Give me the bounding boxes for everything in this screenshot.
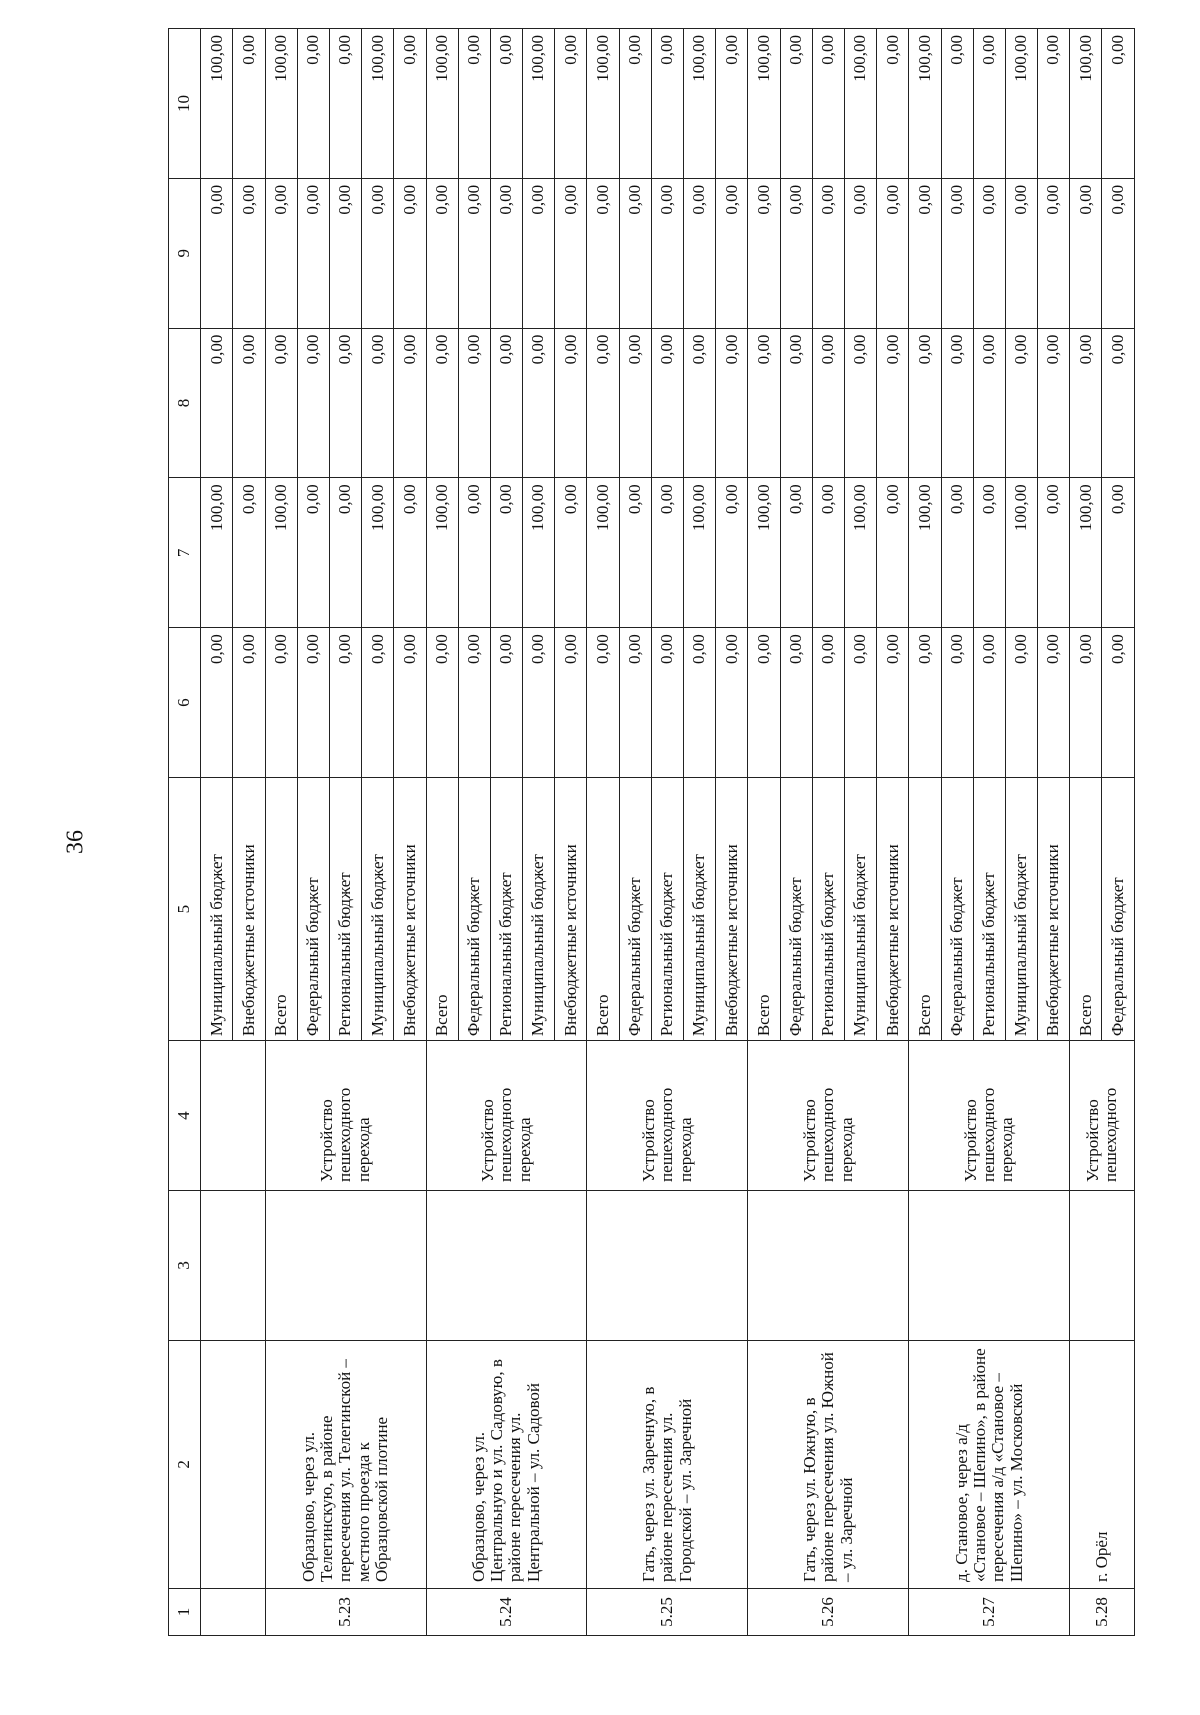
value-cell: 0,00: [812, 178, 844, 328]
value-cell: 0,00: [297, 178, 329, 328]
source-cell: Всего: [909, 777, 941, 1040]
value-cell: 0,00: [1038, 478, 1070, 628]
value-cell: 0,00: [780, 328, 812, 478]
value-cell: 100,00: [426, 478, 458, 628]
value-cell: 0,00: [748, 328, 780, 478]
value-cell: 0,00: [877, 328, 909, 478]
value-cell: 0,00: [490, 29, 522, 179]
source-cell: Всего: [265, 777, 297, 1040]
value-cell: 100,00: [201, 478, 233, 628]
source-cell: Муниципальный бюджет: [684, 777, 716, 1040]
value-cell: 0,00: [941, 328, 973, 478]
value-cell: 100,00: [909, 29, 941, 179]
value-cell: 0,00: [555, 29, 587, 179]
value-cell: 100,00: [909, 478, 941, 628]
table-row: [587, 29, 619, 1636]
value-cell: 0,00: [1102, 478, 1134, 628]
row-id: 5.26: [748, 1588, 909, 1635]
table-body: [201, 29, 1134, 1636]
value-cell: 0,00: [1070, 178, 1102, 328]
value-cell: 0,00: [812, 628, 844, 778]
value-cell: 0,00: [555, 178, 587, 328]
value-cell: 0,00: [909, 178, 941, 328]
source-cell: Муниципальный бюджет: [523, 777, 555, 1040]
value-cell: 0,00: [716, 328, 748, 478]
value-cell: 0,00: [1102, 328, 1134, 478]
value-cell: 0,00: [458, 478, 490, 628]
value-cell: 0,00: [233, 478, 265, 628]
value-cell: 100,00: [362, 478, 394, 628]
value-cell: 0,00: [716, 478, 748, 628]
value-cell: 0,00: [587, 628, 619, 778]
value-cell: 0,00: [265, 178, 297, 328]
value-cell: 0,00: [1038, 628, 1070, 778]
source-cell: Внебюджетные источники: [233, 777, 265, 1040]
value-cell: 0,00: [716, 178, 748, 328]
value-cell: 0,00: [555, 478, 587, 628]
table-row: [748, 29, 780, 1636]
value-cell: 0,00: [973, 328, 1005, 478]
value-cell: 0,00: [555, 628, 587, 778]
value-cell: 0,00: [297, 628, 329, 778]
col-header: 10: [169, 29, 201, 179]
value-cell: 100,00: [587, 478, 619, 628]
location-name: Образцово, через ул. Центральную и ул. Садовую, в районе пересечения ул. Центральной – ул. Садовой: [426, 1340, 587, 1588]
source-cell: Региональный бюджет: [490, 777, 522, 1040]
work-description: Устройство пешеходного перехода: [587, 1041, 748, 1191]
value-cell: 0,00: [651, 29, 683, 179]
value-cell: 100,00: [362, 29, 394, 179]
value-cell: 100,00: [748, 478, 780, 628]
value-cell: 0,00: [812, 478, 844, 628]
value-cell: 0,00: [458, 328, 490, 478]
location-name: Гать, через ул. Заречную, в районе пересечения ул. Городской – ул. Заречной: [587, 1340, 748, 1588]
col-header: 5: [169, 777, 201, 1040]
value-cell: 0,00: [362, 178, 394, 328]
col3-cell: [426, 1190, 587, 1340]
value-cell: 0,00: [973, 178, 1005, 328]
value-cell: 0,00: [297, 29, 329, 179]
table-row: [1070, 29, 1102, 1636]
value-cell: 100,00: [201, 29, 233, 179]
value-cell: 0,00: [619, 29, 651, 179]
value-cell: 100,00: [587, 29, 619, 179]
source-cell: Региональный бюджет: [651, 777, 683, 1040]
source-cell: Федеральный бюджет: [1102, 777, 1134, 1040]
page-number: 36: [62, 830, 89, 854]
value-cell: 0,00: [651, 628, 683, 778]
value-cell: 0,00: [394, 178, 426, 328]
source-cell: Всего: [587, 777, 619, 1040]
value-cell: 0,00: [780, 29, 812, 179]
row-id: 5.23: [265, 1588, 426, 1635]
value-cell: 0,00: [490, 328, 522, 478]
value-cell: 0,00: [748, 628, 780, 778]
col3-cell: [748, 1190, 909, 1340]
source-cell: Региональный бюджет: [329, 777, 361, 1040]
value-cell: 100,00: [684, 29, 716, 179]
value-cell: 0,00: [265, 628, 297, 778]
header-row: [169, 29, 201, 1636]
value-cell: 0,00: [716, 29, 748, 179]
value-cell: 0,00: [973, 478, 1005, 628]
value-cell: 0,00: [329, 29, 361, 179]
source-cell: Внебюджетные источники: [555, 777, 587, 1040]
id-cell: [201, 1588, 265, 1635]
source-cell: Всего: [748, 777, 780, 1040]
table-row: [265, 29, 297, 1636]
value-cell: 0,00: [877, 628, 909, 778]
source-cell: Внебюджетные источники: [1038, 777, 1070, 1040]
value-cell: 0,00: [619, 478, 651, 628]
value-cell: 100,00: [844, 478, 876, 628]
source-cell: Региональный бюджет: [973, 777, 1005, 1040]
value-cell: 0,00: [233, 29, 265, 179]
value-cell: 0,00: [780, 478, 812, 628]
name-cell: [201, 1340, 265, 1588]
value-cell: 0,00: [329, 478, 361, 628]
value-cell: 0,00: [458, 628, 490, 778]
value-cell: 0,00: [329, 178, 361, 328]
work-description: Устройство пешеходного перехода: [909, 1041, 1070, 1191]
value-cell: 0,00: [394, 478, 426, 628]
value-cell: 0,00: [941, 628, 973, 778]
value-cell: 0,00: [233, 178, 265, 328]
table-row: [909, 29, 941, 1636]
source-cell: Муниципальный бюджет: [201, 777, 233, 1040]
source-cell: Муниципальный бюджет: [1005, 777, 1037, 1040]
value-cell: 0,00: [780, 628, 812, 778]
value-cell: 0,00: [909, 628, 941, 778]
value-cell: 0,00: [1070, 628, 1102, 778]
value-cell: 0,00: [523, 628, 555, 778]
value-cell: 0,00: [426, 628, 458, 778]
source-cell: Региональный бюджет: [812, 777, 844, 1040]
value-cell: 0,00: [619, 178, 651, 328]
source-cell: Всего: [1070, 777, 1102, 1040]
value-cell: 0,00: [684, 328, 716, 478]
value-cell: 0,00: [362, 628, 394, 778]
work-description: Устройство пешеходного: [1070, 1041, 1134, 1191]
col3-cell: [1070, 1190, 1134, 1340]
value-cell: 100,00: [684, 478, 716, 628]
value-cell: 0,00: [523, 328, 555, 478]
location-name: д. Становое, через а/д «Становое – Шепино», в районе пересечения а/д «Становое – Шепино» – ул. Московской: [909, 1340, 1070, 1588]
source-cell: Всего: [426, 777, 458, 1040]
location-name: Образцово, через ул. Телегинскую, в районе пересечения ул. Телегинской – местного проезда к Образцовской плотине: [265, 1340, 426, 1588]
value-cell: 0,00: [587, 178, 619, 328]
col-header: 4: [169, 1041, 201, 1191]
source-cell: Федеральный бюджет: [780, 777, 812, 1040]
value-cell: 0,00: [780, 178, 812, 328]
value-cell: 0,00: [265, 328, 297, 478]
work-description: Устройство пешеходного перехода: [426, 1041, 587, 1191]
source-cell: Федеральный бюджет: [619, 777, 651, 1040]
value-cell: 0,00: [233, 328, 265, 478]
value-cell: 0,00: [1038, 178, 1070, 328]
value-cell: 0,00: [329, 628, 361, 778]
col-header: 8: [169, 328, 201, 478]
value-cell: 100,00: [1005, 478, 1037, 628]
value-cell: 0,00: [201, 178, 233, 328]
value-cell: 0,00: [297, 478, 329, 628]
col3-cell: [201, 1190, 265, 1340]
table-row: [201, 29, 233, 1636]
work-cell: [201, 1041, 265, 1191]
work-description: Устройство пешеходного перехода: [265, 1041, 426, 1191]
source-cell: Муниципальный бюджет: [362, 777, 394, 1040]
value-cell: 0,00: [490, 478, 522, 628]
value-cell: 0,00: [1102, 29, 1134, 179]
value-cell: 0,00: [716, 628, 748, 778]
value-cell: 100,00: [748, 29, 780, 179]
value-cell: 0,00: [844, 178, 876, 328]
value-cell: 0,00: [877, 29, 909, 179]
source-cell: Муниципальный бюджет: [844, 777, 876, 1040]
value-cell: 0,00: [1005, 328, 1037, 478]
source-cell: Федеральный бюджет: [941, 777, 973, 1040]
value-cell: 0,00: [490, 628, 522, 778]
value-cell: 0,00: [684, 178, 716, 328]
value-cell: 0,00: [684, 628, 716, 778]
value-cell: 0,00: [362, 328, 394, 478]
value-cell: 100,00: [523, 478, 555, 628]
col-header: 2: [169, 1340, 201, 1588]
value-cell: 0,00: [1102, 628, 1134, 778]
value-cell: 100,00: [1070, 478, 1102, 628]
value-cell: 0,00: [651, 178, 683, 328]
value-cell: 0,00: [941, 478, 973, 628]
value-cell: 0,00: [941, 29, 973, 179]
value-cell: 0,00: [201, 628, 233, 778]
value-cell: 0,00: [394, 328, 426, 478]
row-id: 5.27: [909, 1588, 1070, 1635]
row-id: 5.28: [1070, 1588, 1134, 1635]
budget-table: [168, 28, 1135, 1636]
value-cell: 0,00: [1038, 29, 1070, 179]
work-description: Устройство пешеходного перехода: [748, 1041, 909, 1191]
col-header: 7: [169, 478, 201, 628]
value-cell: 0,00: [973, 628, 1005, 778]
value-cell: 100,00: [426, 29, 458, 179]
value-cell: 0,00: [651, 328, 683, 478]
value-cell: 0,00: [877, 178, 909, 328]
value-cell: 0,00: [973, 29, 1005, 179]
value-cell: 0,00: [1038, 328, 1070, 478]
col-header: 9: [169, 178, 201, 328]
value-cell: 0,00: [619, 628, 651, 778]
value-cell: 0,00: [394, 628, 426, 778]
value-cell: 100,00: [1005, 29, 1037, 179]
value-cell: 0,00: [201, 328, 233, 478]
value-cell: 0,00: [844, 328, 876, 478]
value-cell: 0,00: [619, 328, 651, 478]
value-cell: 0,00: [1005, 628, 1037, 778]
col3-cell: [909, 1190, 1070, 1340]
col-header: 3: [169, 1190, 201, 1340]
value-cell: 0,00: [426, 328, 458, 478]
source-cell: Внебюджетные источники: [716, 777, 748, 1040]
value-cell: 100,00: [265, 29, 297, 179]
value-cell: 0,00: [233, 628, 265, 778]
col3-cell: [587, 1190, 748, 1340]
location-name: Гать, через ул. Южную, в районе пересечения ул. Южной – ул. Заречной: [748, 1340, 909, 1588]
value-cell: 0,00: [458, 178, 490, 328]
source-cell: Федеральный бюджет: [297, 777, 329, 1040]
value-cell: 0,00: [523, 178, 555, 328]
value-cell: 0,00: [394, 29, 426, 179]
col-header: 6: [169, 628, 201, 778]
value-cell: 0,00: [812, 328, 844, 478]
value-cell: 0,00: [1102, 178, 1134, 328]
row-id: 5.24: [426, 1588, 587, 1635]
value-cell: 0,00: [877, 478, 909, 628]
value-cell: 0,00: [490, 178, 522, 328]
source-cell: Внебюджетные источники: [394, 777, 426, 1040]
source-cell: Внебюджетные источники: [877, 777, 909, 1040]
col3-cell: [265, 1190, 426, 1340]
value-cell: 100,00: [265, 478, 297, 628]
table-row: [426, 29, 458, 1636]
value-cell: 0,00: [555, 328, 587, 478]
value-cell: 0,00: [587, 328, 619, 478]
value-cell: 100,00: [844, 29, 876, 179]
value-cell: 0,00: [426, 178, 458, 328]
value-cell: 0,00: [812, 29, 844, 179]
value-cell: 0,00: [458, 29, 490, 179]
col-header: 1: [169, 1588, 201, 1635]
budget-table-rotated: [168, 28, 1127, 1636]
value-cell: 0,00: [1005, 178, 1037, 328]
source-cell: Федеральный бюджет: [458, 777, 490, 1040]
value-cell: 0,00: [909, 328, 941, 478]
value-cell: 0,00: [651, 478, 683, 628]
value-cell: 0,00: [844, 628, 876, 778]
value-cell: 0,00: [1070, 328, 1102, 478]
row-id: 5.25: [587, 1588, 748, 1635]
location-name: г. Орёл: [1070, 1340, 1134, 1588]
value-cell: 0,00: [329, 328, 361, 478]
value-cell: 0,00: [941, 178, 973, 328]
value-cell: 100,00: [523, 29, 555, 179]
value-cell: 0,00: [748, 178, 780, 328]
value-cell: 100,00: [1070, 29, 1102, 179]
value-cell: 0,00: [297, 328, 329, 478]
